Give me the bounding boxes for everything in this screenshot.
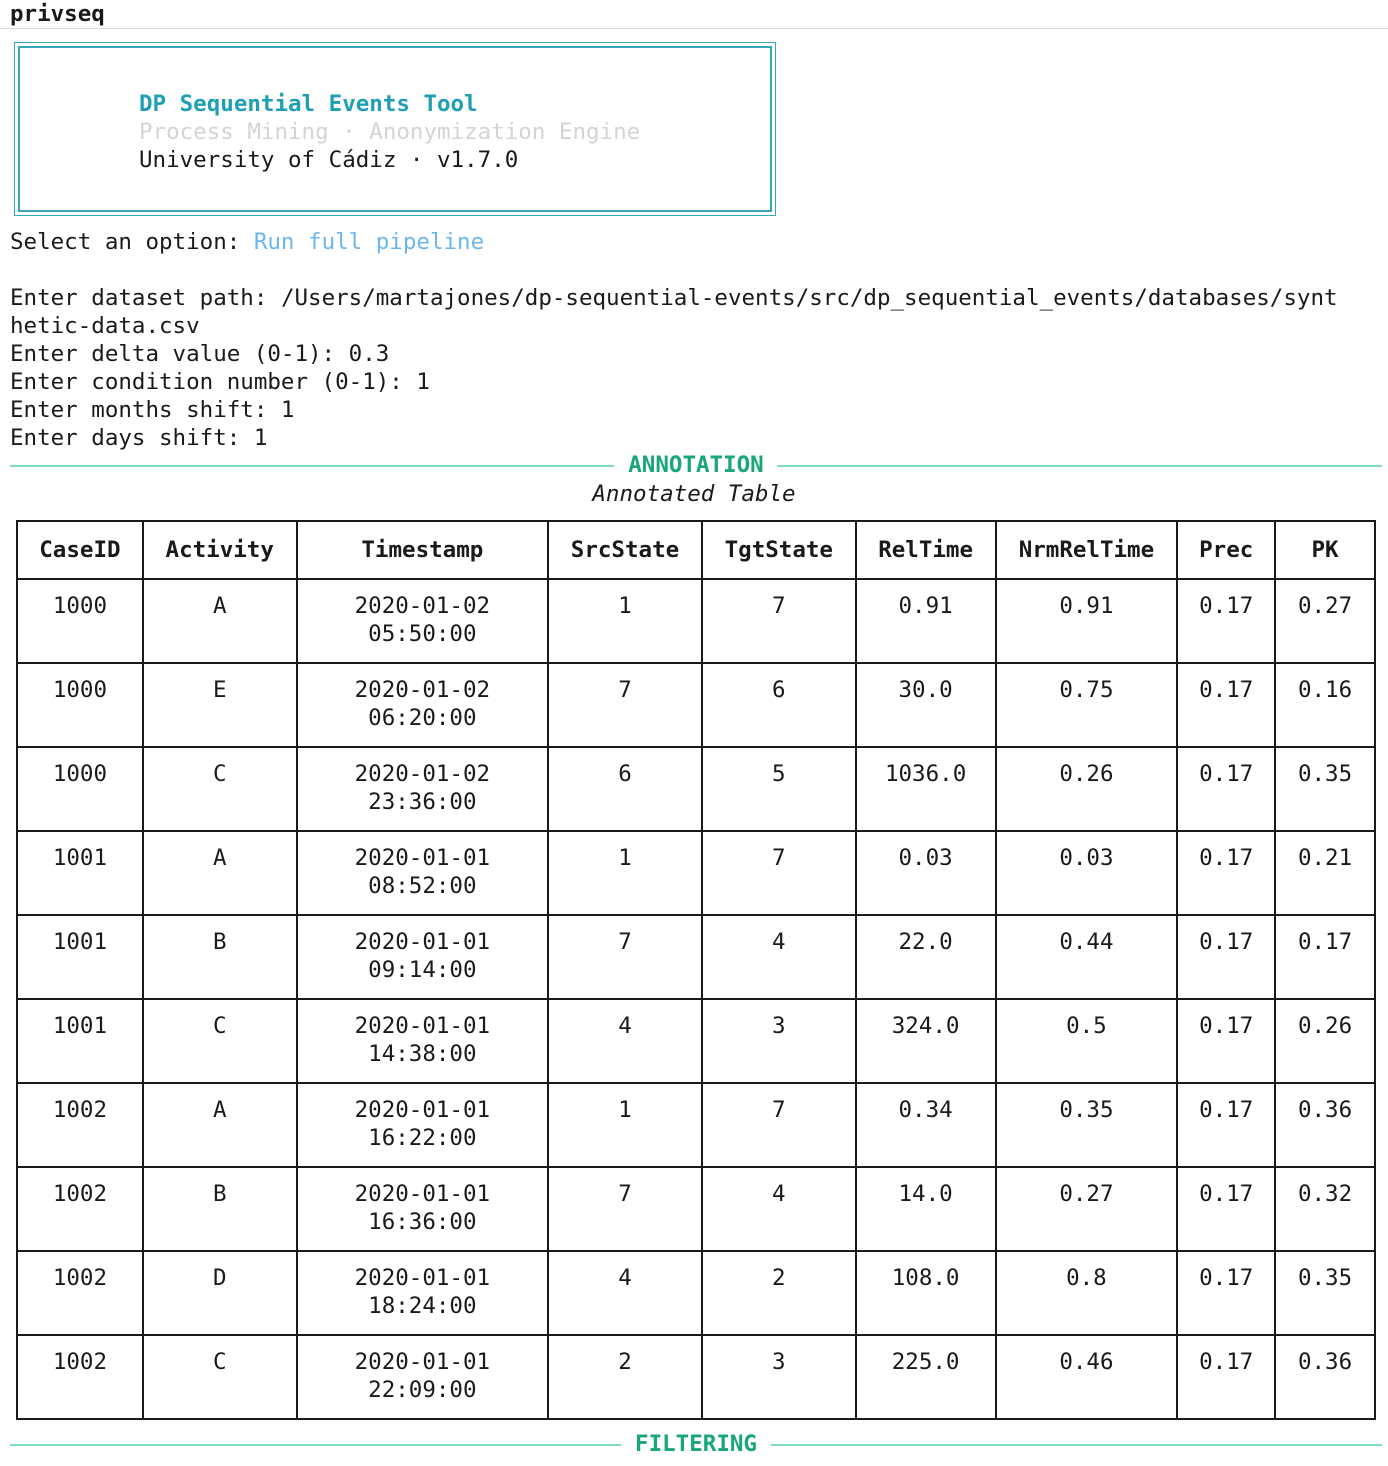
annotated-table xyxy=(16,520,1376,1420)
table-row xyxy=(17,1335,1375,1419)
timestamp-date: 2020-01-01 xyxy=(354,1181,491,1207)
cell-caseid: 1000 xyxy=(17,579,143,663)
cell-srcstate: 7 xyxy=(548,915,702,999)
window-title: privseq xyxy=(10,1,105,27)
cell-srcstate: 4 xyxy=(548,999,702,1083)
cell-srcstate: 4 xyxy=(548,1251,702,1335)
cell-prec: 0.17 xyxy=(1177,915,1275,999)
filtering-section-label: FILTERING xyxy=(621,1430,771,1458)
timestamp-time: 22:09:00 xyxy=(368,1377,477,1403)
timestamp-date: 2020-01-01 xyxy=(354,1013,491,1039)
cell-timestamp xyxy=(297,747,548,831)
cell-nrmreltime: 0.46 xyxy=(996,1335,1178,1419)
cell-timestamp xyxy=(297,831,548,915)
cell-timestamp xyxy=(297,915,548,999)
cell-pk: 0.17 xyxy=(1275,915,1375,999)
cell-timestamp xyxy=(297,1335,548,1419)
header-activity: Activity xyxy=(143,521,297,579)
header-reltime: RelTime xyxy=(856,521,996,579)
cell-prec: 0.17 xyxy=(1177,831,1275,915)
cell-prec: 0.17 xyxy=(1177,999,1275,1083)
months-shift-line: Enter months shift: 1 xyxy=(10,397,295,423)
cell-pk: 0.35 xyxy=(1275,747,1375,831)
timestamp-time: 16:36:00 xyxy=(368,1209,477,1235)
cell-reltime: 0.03 xyxy=(856,831,996,915)
cell-caseid: 1000 xyxy=(17,747,143,831)
select-option-value[interactable]: Run full pipeline xyxy=(253,229,485,255)
cell-nrmreltime: 0.03 xyxy=(996,831,1178,915)
timestamp-date: 2020-01-01 xyxy=(354,1349,491,1375)
app-banner-inner-border xyxy=(18,46,772,212)
cell-timestamp xyxy=(297,1083,548,1167)
cell-tgtstate: 3 xyxy=(702,999,856,1083)
cell-timestamp xyxy=(297,999,548,1083)
header-prec: Prec xyxy=(1177,521,1275,579)
timestamp-date: 2020-01-01 xyxy=(354,1097,491,1123)
header-pk: PK xyxy=(1275,521,1375,579)
cell-prec: 0.17 xyxy=(1177,1251,1275,1335)
timestamp-date: 2020-01-02 xyxy=(354,677,491,703)
cell-caseid: 1002 xyxy=(17,1167,143,1251)
annotation-section-label: ANNOTATION xyxy=(614,451,777,479)
cell-pk: 0.26 xyxy=(1275,999,1375,1083)
cell-srcstate: 7 xyxy=(548,1167,702,1251)
cell-nrmreltime: 0.91 xyxy=(996,579,1178,663)
cell-timestamp xyxy=(297,663,548,747)
cell-prec: 0.17 xyxy=(1177,1083,1275,1167)
cell-caseid: 1002 xyxy=(17,1251,143,1335)
timestamp-date: 2020-01-01 xyxy=(354,929,491,955)
cell-srcstate: 1 xyxy=(548,579,702,663)
header-timestamp: Timestamp xyxy=(297,521,548,579)
cell-tgtstate: 4 xyxy=(702,1167,856,1251)
cell-timestamp xyxy=(297,579,548,663)
cell-nrmreltime: 0.26 xyxy=(996,747,1178,831)
timestamp-date: 2020-01-01 xyxy=(354,1265,491,1291)
cell-nrmreltime: 0.5 xyxy=(996,999,1178,1083)
cell-tgtstate: 7 xyxy=(702,831,856,915)
timestamp-time: 18:24:00 xyxy=(368,1293,477,1319)
table-row xyxy=(17,999,1375,1083)
cell-srcstate: 1 xyxy=(548,831,702,915)
cell-activity: A xyxy=(143,831,297,915)
timestamp-date: 2020-01-02 xyxy=(354,593,491,619)
select-option-label: Select an option: xyxy=(10,229,254,255)
annotation-section-rule xyxy=(10,451,1382,479)
cell-caseid: 1001 xyxy=(17,915,143,999)
cell-prec: 0.17 xyxy=(1177,747,1275,831)
cell-reltime: 108.0 xyxy=(856,1251,996,1335)
banner-subtitle: Process Mining · Anonymization Engine xyxy=(139,119,641,145)
header-caseid: CaseID xyxy=(17,521,143,579)
timestamp-time: 08:52:00 xyxy=(368,873,477,899)
cell-activity: A xyxy=(143,1083,297,1167)
condition-line: Enter condition number (0-1): 1 xyxy=(10,369,430,395)
dataset-path-label: Enter dataset path: xyxy=(10,285,281,311)
header-nrmreltime: NrmRelTime xyxy=(996,521,1178,579)
cell-activity: C xyxy=(143,747,297,831)
cell-reltime: 225.0 xyxy=(856,1335,996,1419)
cell-activity: A xyxy=(143,579,297,663)
dataset-path-line xyxy=(10,284,1338,312)
table-row xyxy=(17,1083,1375,1167)
cell-activity: C xyxy=(143,999,297,1083)
delta-line: Enter delta value (0-1): 0.3 xyxy=(10,341,390,367)
cell-nrmreltime: 0.27 xyxy=(996,1167,1178,1251)
app-banner xyxy=(14,42,776,216)
terminal-title-bar xyxy=(0,0,1388,29)
cell-prec: 0.17 xyxy=(1177,1167,1275,1251)
table-row xyxy=(17,1251,1375,1335)
cell-pk: 0.36 xyxy=(1275,1083,1375,1167)
cell-srcstate: 6 xyxy=(548,747,702,831)
table-row xyxy=(17,579,1375,663)
cell-prec: 0.17 xyxy=(1177,579,1275,663)
cell-srcstate: 7 xyxy=(548,663,702,747)
cell-pk: 0.36 xyxy=(1275,1335,1375,1419)
days-shift-line: Enter days shift: 1 xyxy=(10,425,268,451)
timestamp-time: 16:22:00 xyxy=(368,1125,477,1151)
cell-activity: E xyxy=(143,663,297,747)
cell-prec: 0.17 xyxy=(1177,1335,1275,1419)
cell-caseid: 1002 xyxy=(17,1335,143,1419)
cell-caseid: 1001 xyxy=(17,999,143,1083)
timestamp-time: 06:20:00 xyxy=(368,705,477,731)
cell-reltime: 14.0 xyxy=(856,1167,996,1251)
cell-reltime: 0.34 xyxy=(856,1083,996,1167)
cell-tgtstate: 6 xyxy=(702,663,856,747)
timestamp-date: 2020-01-02 xyxy=(354,761,491,787)
cell-pk: 0.35 xyxy=(1275,1251,1375,1335)
dataset-path-value: /Users/martajones/dp-sequential-events/src/dp_sequential_events/databases/synt xyxy=(280,285,1338,311)
cell-caseid: 1002 xyxy=(17,1083,143,1167)
header-tgtstate: TgtState xyxy=(702,521,856,579)
cell-activity: B xyxy=(143,1167,297,1251)
select-option-line xyxy=(10,228,484,256)
timestamp-time: 23:36:00 xyxy=(368,789,477,815)
cell-tgtstate: 5 xyxy=(702,747,856,831)
table-header-row xyxy=(17,521,1375,579)
filtering-section-rule xyxy=(10,1430,1382,1458)
cell-activity: C xyxy=(143,1335,297,1419)
cell-nrmreltime: 0.44 xyxy=(996,915,1178,999)
timestamp-date: 2020-01-01 xyxy=(354,845,491,871)
cell-tgtstate: 3 xyxy=(702,1335,856,1419)
cell-nrmreltime: 0.35 xyxy=(996,1083,1178,1167)
timestamp-time: 14:38:00 xyxy=(368,1041,477,1067)
banner-org: University of Cádiz · v1.7.0 xyxy=(139,147,519,173)
cell-nrmreltime: 0.75 xyxy=(996,663,1178,747)
cell-pk: 0.32 xyxy=(1275,1167,1375,1251)
table-caption: Annotated Table xyxy=(592,481,796,507)
cell-tgtstate: 4 xyxy=(702,915,856,999)
timestamp-time: 05:50:00 xyxy=(368,621,477,647)
header-srcstate: SrcState xyxy=(548,521,702,579)
table-row xyxy=(17,831,1375,915)
cell-activity: B xyxy=(143,915,297,999)
cell-reltime: 22.0 xyxy=(856,915,996,999)
cell-reltime: 30.0 xyxy=(856,663,996,747)
cell-reltime: 0.91 xyxy=(856,579,996,663)
table-row xyxy=(17,1167,1375,1251)
cell-tgtstate: 7 xyxy=(702,1083,856,1167)
table-body xyxy=(17,579,1375,1419)
cell-activity: D xyxy=(143,1251,297,1335)
cell-tgtstate: 2 xyxy=(702,1251,856,1335)
cell-pk: 0.27 xyxy=(1275,579,1375,663)
cell-reltime: 324.0 xyxy=(856,999,996,1083)
cell-tgtstate: 7 xyxy=(702,579,856,663)
cell-timestamp xyxy=(297,1251,548,1335)
cell-caseid: 1000 xyxy=(17,663,143,747)
cell-srcstate: 1 xyxy=(548,1083,702,1167)
banner-title: DP Sequential Events Tool xyxy=(139,91,478,117)
table-row xyxy=(17,663,1375,747)
table-row xyxy=(17,747,1375,831)
cell-srcstate: 2 xyxy=(548,1335,702,1419)
cell-timestamp xyxy=(297,1167,548,1251)
timestamp-time: 09:14:00 xyxy=(368,957,477,983)
cell-reltime: 1036.0 xyxy=(856,747,996,831)
cell-nrmreltime: 0.8 xyxy=(996,1251,1178,1335)
cell-pk: 0.21 xyxy=(1275,831,1375,915)
cell-caseid: 1001 xyxy=(17,831,143,915)
cell-pk: 0.16 xyxy=(1275,663,1375,747)
cell-prec: 0.17 xyxy=(1177,663,1275,747)
dataset-path-continuation: hetic-data.csv xyxy=(10,313,200,339)
table-row xyxy=(17,915,1375,999)
